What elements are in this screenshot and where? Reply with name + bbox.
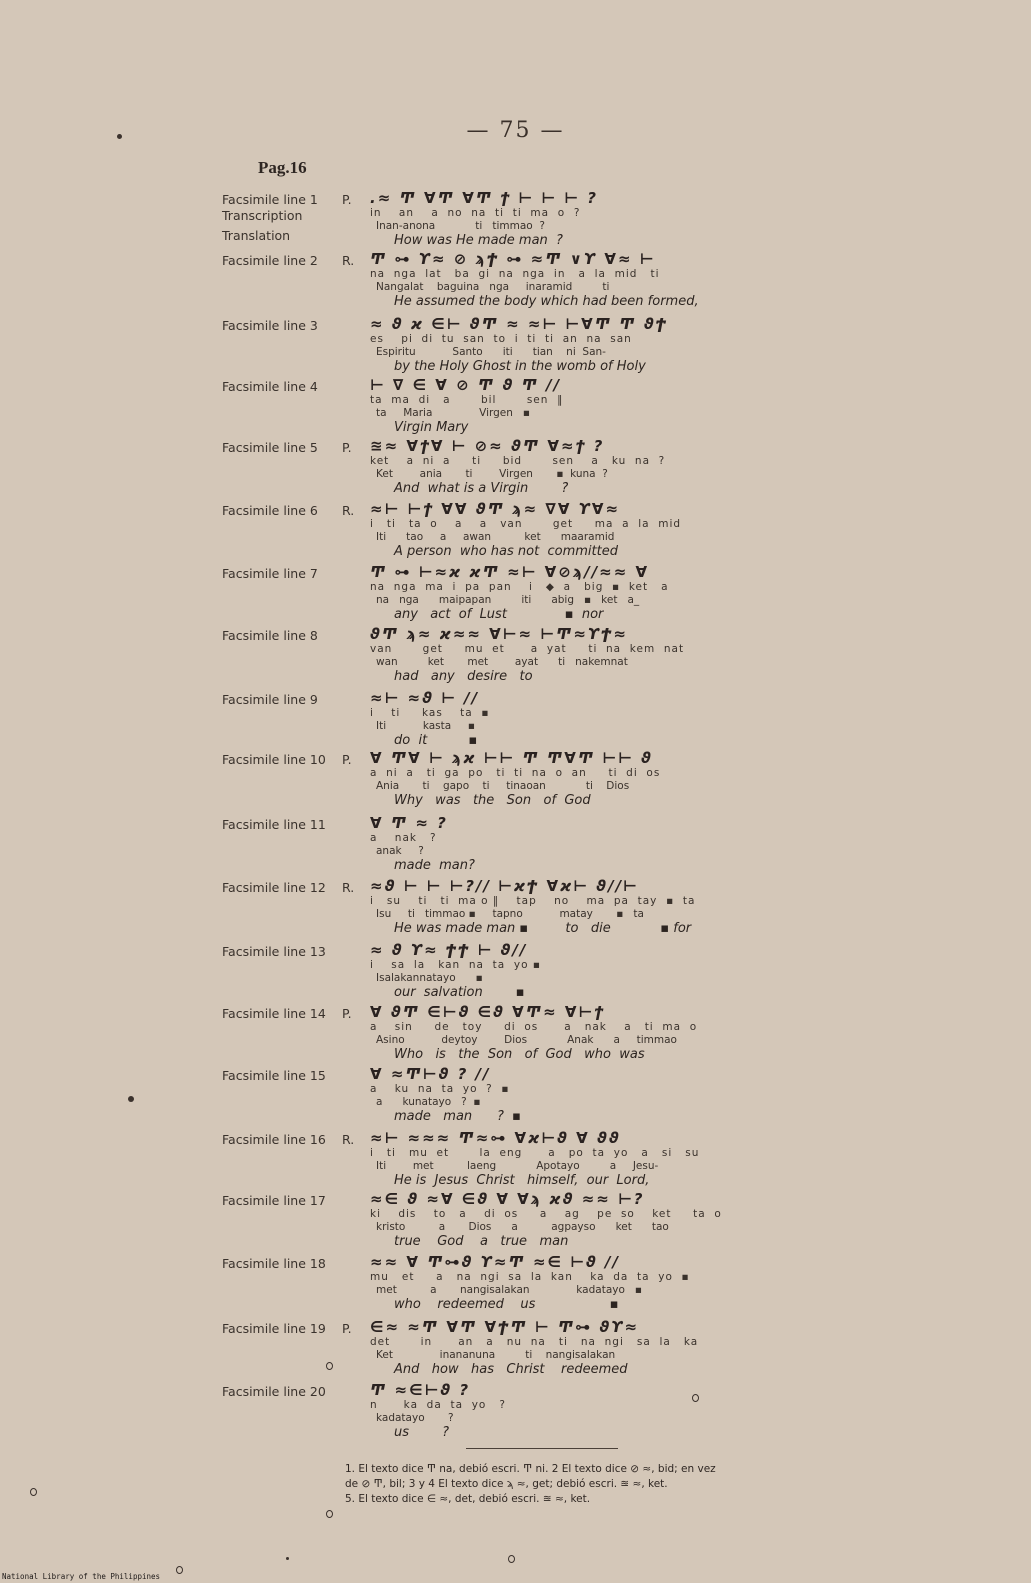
entry-text-column xyxy=(370,690,790,748)
english-translation: And what is a Virgin ? xyxy=(394,481,569,496)
entry-text-column xyxy=(370,750,790,808)
facsimile-script: ∀ ≈Ͳ⊢ϑ ? // xyxy=(370,1065,491,1083)
entry-number: 2 xyxy=(309,253,318,268)
entry-mark: R. xyxy=(342,503,355,518)
facsimile-script: .≈ Ͳ ∀Ͳ ∀Ͳ ϯ ⊢ ⊢ ⊢ ? xyxy=(370,189,598,207)
syllable-transcription: ket a ni a ti bid sen a ku na ? xyxy=(370,455,666,467)
facsimile-script: ∈≈ ≈Ͳ ∀Ͳ ∀ϮͲ ⊢ Ͳ⊶ ϑϒ≈ xyxy=(370,1318,640,1336)
facsimile-script: ∀ Ͳ∀ ⊢ ϡϰ ⊢⊢ Ͳ Ͳ∀Ͳ ⊢⊢ ϑ xyxy=(370,749,653,767)
english-translation: any act of Lust ▪ nor xyxy=(394,607,604,622)
page-speck xyxy=(128,1096,134,1102)
entry-number: 3 xyxy=(309,318,318,333)
entry-sub-label: Translation xyxy=(222,228,291,243)
entry-text-column xyxy=(370,878,790,936)
english-translation: by the Holy Ghost in the womb of Holy xyxy=(394,359,646,374)
entry-mark: R. xyxy=(342,880,355,895)
entry-text-column xyxy=(370,1130,790,1188)
entry-label xyxy=(222,318,318,333)
entry-text-column xyxy=(370,1004,790,1062)
entry-mark: P. xyxy=(342,752,352,767)
entry-number: 11 xyxy=(309,817,326,832)
entry-label xyxy=(222,1132,326,1147)
syllable-transcription: n ka da ta yo ? xyxy=(370,1399,506,1411)
entry-text-column xyxy=(370,251,790,309)
entry-text-column xyxy=(370,815,790,873)
entry-text-column xyxy=(370,1319,790,1377)
entry-number: 20 xyxy=(309,1384,326,1399)
facsimile-script: ≈ ϑ ϰ ∈⊢ ϑͲ ≈ ≈⊢ ⊢∀Ͳ Ͳ ϑϮ xyxy=(370,315,668,333)
entry-label-text: Facsimile line xyxy=(222,692,306,707)
word-transcription: Inan-anona ti timmao ? xyxy=(376,220,545,232)
entry-number: 9 xyxy=(309,692,318,707)
syllable-transcription: a ni a ti ga po ti ti na o an ti di os xyxy=(370,767,661,779)
entry-text-column xyxy=(370,438,790,496)
entry-label-text: Facsimile line xyxy=(222,944,306,959)
entry-number: 12 xyxy=(309,880,326,895)
entry-label xyxy=(222,880,326,895)
word-transcription: Ket ania ti Virgen ▪ kuna ? xyxy=(376,468,608,480)
english-translation: do it ▪ xyxy=(394,733,478,748)
entry-label xyxy=(222,1321,326,1336)
entry-label-text: Facsimile line xyxy=(222,566,306,581)
word-transcription: kristo a Dios a agpayso ket tao xyxy=(376,1221,669,1233)
syllable-transcription: i su ti ti ma o ‖ tap no ma pa tay ▪ ta xyxy=(370,895,696,907)
entry-mark: P. xyxy=(342,440,352,455)
english-translation: How was He made man ? xyxy=(394,233,563,248)
word-transcription: Nangalat baguina nga inaramid ti xyxy=(376,281,610,293)
word-transcription: met a nangisalakan kadatayo ▪ xyxy=(376,1284,643,1296)
word-transcription: Ket inananuna ti nangisalakan xyxy=(376,1349,616,1361)
entry-label xyxy=(222,817,326,832)
footnote-rule xyxy=(466,1448,618,1449)
entry-text-column xyxy=(370,1066,790,1124)
facsimile-script: ≈ ϑ ϒ≈ ϮϮ ⊢ ϑ// xyxy=(370,941,528,959)
syllable-transcription: mu et a na ngi sa la kan ka da ta yo ▪ xyxy=(370,1271,690,1283)
word-transcription: a kunatayo ? ▪ xyxy=(376,1096,481,1108)
page-speck xyxy=(286,1557,289,1560)
english-translation: Who is the Son of God who was xyxy=(394,1047,645,1062)
entry-label xyxy=(222,440,318,455)
syllable-transcription: i sa la kan na ta yo ▪ xyxy=(370,959,541,971)
entry-label xyxy=(222,503,318,518)
entry-label xyxy=(222,1256,326,1271)
entry-label-text: Facsimile line xyxy=(222,440,306,455)
entry-number: 18 xyxy=(309,1256,326,1271)
entry-label xyxy=(222,192,318,207)
entry-label xyxy=(222,253,318,268)
entry-number: 6 xyxy=(309,503,318,518)
english-translation: true God a true man xyxy=(394,1234,569,1249)
entry-mark: R. xyxy=(342,1132,355,1147)
entry-label xyxy=(222,1006,326,1021)
facsimile-script: ≈⊢ ≈ϑ ⊢ // xyxy=(370,689,480,707)
syllable-transcription: i ti ta o a a van get ma a la mid xyxy=(370,518,682,530)
page-speck xyxy=(176,1566,183,1574)
entry-label-text: Facsimile line xyxy=(222,253,306,268)
syllable-transcription: i ti mu et la eng a po ta yo a si su xyxy=(370,1147,700,1159)
word-transcription: Isalakannatayo ▪ xyxy=(376,972,483,984)
entry-label-text: Facsimile line xyxy=(222,1321,306,1336)
entry-label xyxy=(222,1193,326,1208)
syllable-transcription: van get mu et a yat ti na kem nat xyxy=(370,643,685,655)
entry-number: 8 xyxy=(309,628,318,643)
facsimile-script: ≈∈ ϑ ≈∀ ∈ϑ ∀ ∀ϡ ϰϑ ≈≈ ⊢? xyxy=(370,1190,645,1208)
facsimile-script: ϑͲ ϡ≈ ϰ≈≈ ∀⊢≈ ⊢Ͳ≈ϒϮ≈ xyxy=(370,625,628,643)
facsimile-script: Ͳ ⊶ ⊢≈ϰ ϰͲ ≈⊢ ∀⊘ϡ//≈≈ ∀ xyxy=(370,563,650,581)
facsimile-script: ≈⊢ ≈≈≈ Ͳ≈⊶ ∀ϰ⊢ϑ ∀ ϑϑ xyxy=(370,1129,621,1147)
facsimile-script: ∀ ϑͲ ∈⊢ϑ ∈ϑ ∀Ͳ≈ ∀⊢ϯ xyxy=(370,1003,606,1021)
entry-text-column xyxy=(370,1382,790,1440)
page-number: — 75 — xyxy=(466,118,565,143)
page-speck xyxy=(692,1394,699,1402)
syllable-transcription: a nak ? xyxy=(370,832,437,844)
entry-label xyxy=(222,944,326,959)
entry-label-text: Facsimile line xyxy=(222,503,306,518)
syllable-transcription: ki dis to a di os a ag pe so ket ta o xyxy=(370,1208,722,1220)
entry-label xyxy=(222,379,318,394)
entry-number: 10 xyxy=(309,752,326,767)
english-translation: And how has Christ redeemed xyxy=(394,1362,628,1377)
facsimile-script: ≈≈ ∀ Ͳ⊶ϑ ϒ≈Ͳ ≈∈ ⊢ϑ // xyxy=(370,1253,621,1271)
entry-text-column xyxy=(370,1254,790,1312)
entry-text-column xyxy=(370,942,790,1000)
entry-mark: P. xyxy=(342,192,352,207)
facsimile-script: Ͳ ≈∈⊢ϑ ? xyxy=(370,1381,471,1399)
entry-label-text: Facsimile line xyxy=(222,318,306,333)
footnotes xyxy=(345,1462,805,1507)
entry-number: 19 xyxy=(309,1321,326,1336)
entry-label-text: Facsimile line xyxy=(222,1132,306,1147)
syllable-transcription: na nga ma i pa pan i ◆ a big ▪ ket a xyxy=(370,581,669,593)
entry-label xyxy=(222,1068,326,1083)
facsimile-script: ≈⊢ ⊢ϯ ∀∀ ϑͲ ϡ≈ ∇∀ ϒ∀≈ xyxy=(370,500,621,518)
syllable-transcription: ta ma di a bil sen ‖ xyxy=(370,394,564,406)
entry-text-column xyxy=(370,190,790,248)
syllable-transcription: i ti kas ta ▪ xyxy=(370,707,490,719)
entry-label-text: Facsimile line xyxy=(222,1256,306,1271)
english-translation: He is Jesus Christ himself, our Lord, xyxy=(394,1173,650,1188)
entry-text-column xyxy=(370,1191,790,1249)
facsimile-script: ≊≈ ∀ϯ∀ ⊢ ⊘≈ ϑͲ ∀≈ϯ ? xyxy=(370,437,605,455)
entry-mark: P. xyxy=(342,1321,352,1336)
entry-mark: R. xyxy=(342,253,355,268)
word-transcription: anak ? xyxy=(376,845,424,857)
footnote-line: 5. El texto dice ∈ ≈, det, debió escri. ≊ ≈, ket. xyxy=(345,1493,591,1505)
footnote-line: de ⊘ Ͳ, bil; 3 y 4 El texto dice ϡ ≈, get; debió escri. ≊ ≈, ket. xyxy=(345,1478,668,1490)
syllable-transcription: a ku na ta yo ? ▪ xyxy=(370,1083,510,1095)
entry-number: 5 xyxy=(309,440,318,455)
entry-label-text: Facsimile line xyxy=(222,192,306,207)
entry-label-text: Facsimile line xyxy=(222,817,306,832)
word-transcription: Iti met laeng Apotayo a Jesu- xyxy=(376,1160,659,1172)
english-translation: made man? xyxy=(394,858,475,873)
entry-label-text: Facsimile line xyxy=(222,1068,306,1083)
entry-label xyxy=(222,628,318,643)
entry-number: 7 xyxy=(309,566,318,581)
entry-label xyxy=(222,752,326,767)
english-translation: Why was the Son of God xyxy=(394,793,591,808)
word-transcription: na nga maipapan iti abig ▪ ket a_ xyxy=(376,594,640,606)
entry-number: 13 xyxy=(309,944,326,959)
entry-text-column xyxy=(370,626,790,684)
syllable-transcription: na nga lat ba gi na nga in a la mid ti xyxy=(370,268,660,280)
entry-label-text: Facsimile line xyxy=(222,752,306,767)
word-transcription: Iti kasta ▪ xyxy=(376,720,476,732)
page-speck xyxy=(117,134,122,139)
entry-label xyxy=(222,1384,326,1399)
entry-mark: P. xyxy=(342,1006,352,1021)
syllable-transcription: det in an a nu na ti na ngi sa la ka xyxy=(370,1336,699,1348)
word-transcription: Asino deytoy Dios Anak a timmao xyxy=(376,1034,677,1046)
page-speck xyxy=(30,1488,37,1496)
word-transcription: Espiritu Santo iti tian ni San- xyxy=(376,346,606,358)
syllable-transcription: a sin de toy di os a nak a ti ma o xyxy=(370,1021,698,1033)
english-translation: who redeemed us ▪ xyxy=(394,1297,619,1312)
facsimile-script: ∀ Ͳ ≈ ? xyxy=(370,814,448,832)
entry-number: 1 xyxy=(309,192,318,207)
english-translation: Virgin Mary xyxy=(394,420,469,435)
english-translation: He was made man ▪ to die ▪ for xyxy=(394,921,692,936)
word-transcription: wan ket met ayat ti nakemnat xyxy=(376,656,628,668)
english-translation: our salvation ▪ xyxy=(394,985,525,1000)
syllable-transcription: in an a no na ti ti ma o ? xyxy=(370,207,581,219)
entry-number: 17 xyxy=(309,1193,326,1208)
page-speck xyxy=(326,1362,333,1370)
entry-label-text: Facsimile line xyxy=(222,1006,306,1021)
word-transcription: Ania ti gapo ti tinaoan ti Dios xyxy=(376,780,630,792)
entry-label-text: Facsimile line xyxy=(222,1193,306,1208)
word-transcription: Iti tao a awan ket maaramid xyxy=(376,531,615,543)
entry-label-text: Facsimile line xyxy=(222,880,306,895)
entry-label-text: Facsimile line xyxy=(222,379,306,394)
english-translation: A person who has not committed xyxy=(394,544,618,559)
syllable-transcription: es pi di tu san to i ti ti an na san xyxy=(370,333,632,345)
entry-number: 15 xyxy=(309,1068,326,1083)
facsimile-script: ≈ϑ ⊢ ⊢ ⊢?// ⊢ϰϮ ∀ϰ⊢ ϑ//⊢ xyxy=(370,877,639,895)
entry-number: 16 xyxy=(309,1132,326,1147)
entry-label xyxy=(222,692,318,707)
library-credit: National Library of the Philippines xyxy=(2,1572,161,1581)
facsimile-script: Ͳ ⊶ ϒ≈ ⊘ ϡϮ ⊶ ≈Ͳ ∨ϒ ∀≈ ⊢ xyxy=(370,250,656,268)
entry-text-column xyxy=(370,316,790,374)
footnote-line: 1. El texto dice Ͳ na, debió escri. Ͳ ni. 2 El texto dice ⊘ ≈, bid; en vez xyxy=(345,1463,716,1475)
entry-sub-label: Transcription xyxy=(222,208,303,223)
entry-label-text: Facsimile line xyxy=(222,1384,306,1399)
entry-number: 14 xyxy=(309,1006,326,1021)
english-translation: He assumed the body which had been formed, xyxy=(394,294,699,309)
page-speck xyxy=(326,1510,333,1518)
english-translation: us ? xyxy=(394,1425,449,1440)
entry-number: 4 xyxy=(309,379,318,394)
entry-label-text: Facsimile line xyxy=(222,628,306,643)
english-translation: made man ? ▪ xyxy=(394,1109,521,1124)
entry-text-column xyxy=(370,564,790,622)
pag-label: Pag.16 xyxy=(258,158,307,177)
english-translation: had any desire to xyxy=(394,669,533,684)
word-transcription: kadatayo ? xyxy=(376,1412,454,1424)
entry-label xyxy=(222,566,318,581)
entry-text-column xyxy=(370,501,790,559)
facsimile-script: ⊢ ∇ ∈ ∀ ⊘ Ͳ ϑ Ͳ // xyxy=(370,376,562,394)
word-transcription: ta Maria Virgen ▪ xyxy=(376,407,531,419)
entry-text-column xyxy=(370,377,790,435)
page-speck xyxy=(508,1555,515,1563)
word-transcription: Isu ti timmao ▪ tapno matay ▪ ta xyxy=(376,908,644,920)
